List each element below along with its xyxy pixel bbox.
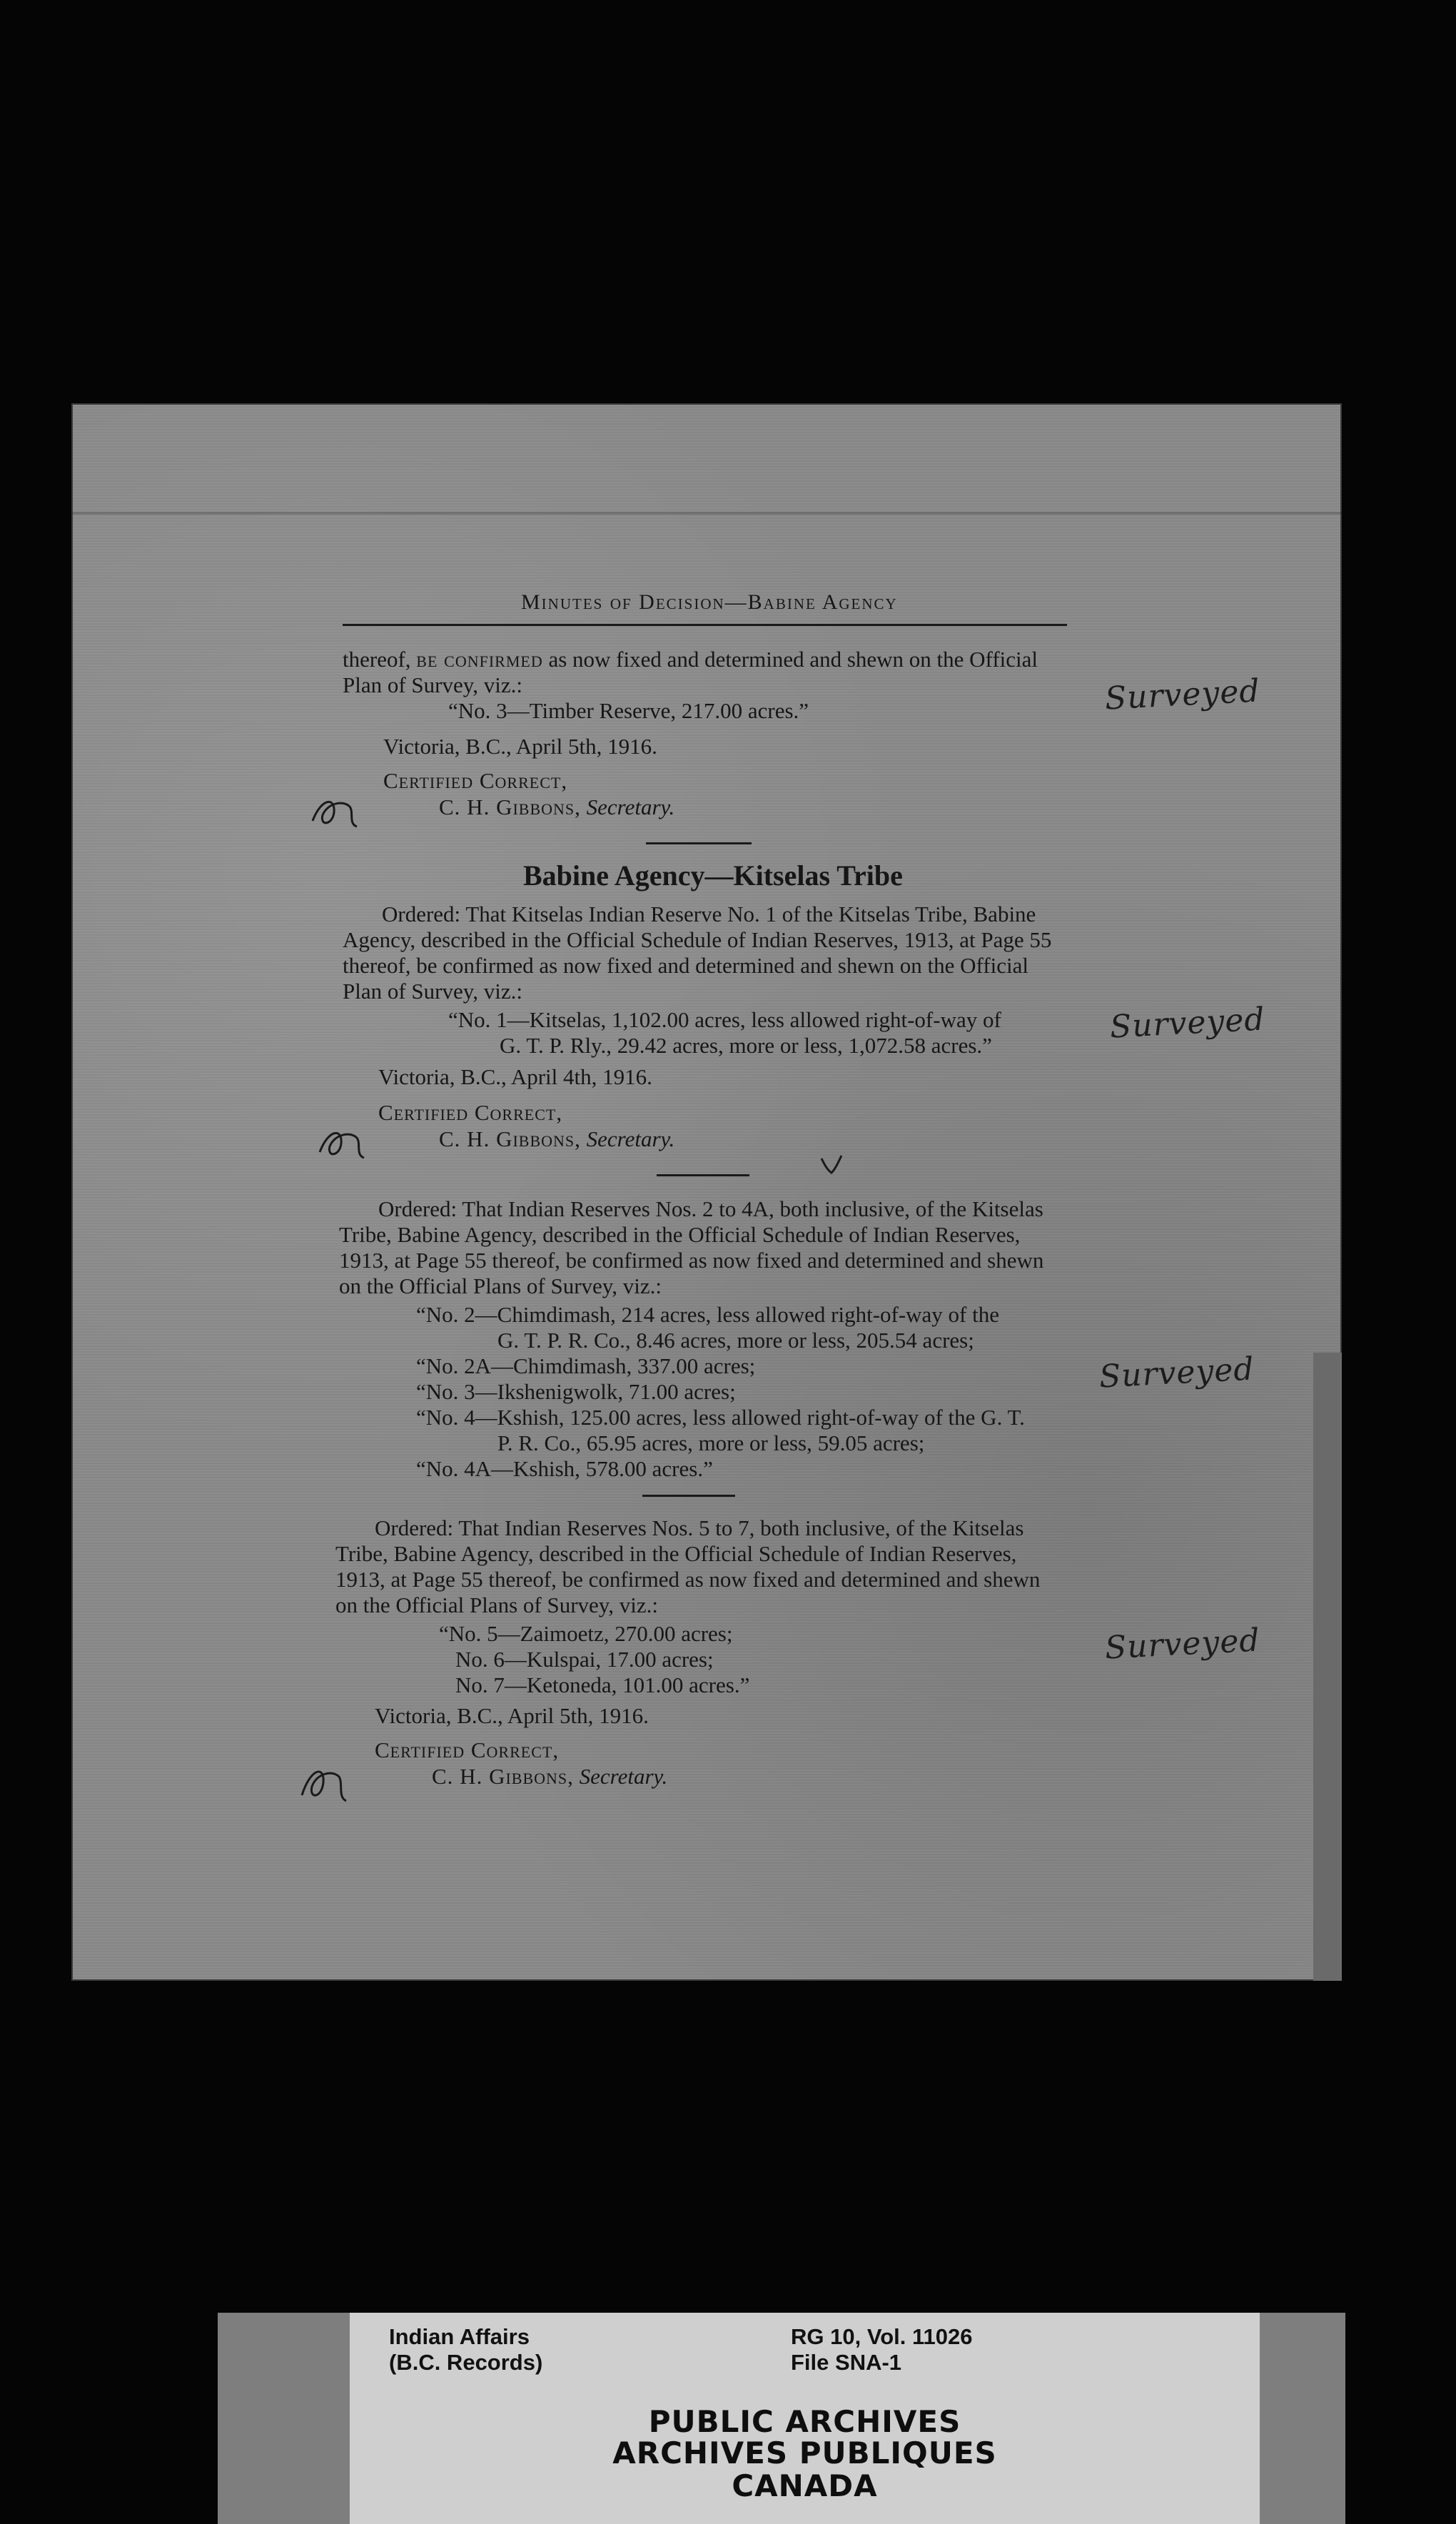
label-records: (B.C. Records) <box>389 2350 543 2375</box>
section-3-item: “No. 2A—Chimdimash, 337.00 acres; <box>416 1353 756 1378</box>
section-3-item: “No. 2—Chimdimash, 214 acres, less allowed right-of-way of the <box>416 1302 1000 1327</box>
section-2-item-line-2: G. T. P. Rly., 29.42 acres, more or less, 1,072.58 acres.” <box>500 1033 992 1058</box>
section-1-line-1 <box>343 646 1038 673</box>
archive-stamp-line-1: PUBLIC ARCHIVES <box>648 2404 961 2439</box>
section-1-signature <box>439 794 674 821</box>
text-run: thereof, <box>343 647 411 672</box>
section-2-place-date: Victoria, B.C., April 4th, 1916. <box>378 1064 652 1089</box>
section-3-line-3: 1913, at Page 55 thereof, be confirmed as now fixed and determined and shewn <box>339 1248 1044 1273</box>
signer-title: Secretary. <box>586 1126 675 1151</box>
margin-note-surveyed: Surveyed <box>1103 1622 1261 1667</box>
section-4-line-2: Tribe, Babine Agency, described in the Official Schedule of Indian Reserves, <box>335 1541 1017 1566</box>
text-run: as now fixed and determined and shewn on the Official <box>548 647 1038 672</box>
section-divider <box>642 1495 735 1497</box>
page-fold-shadow <box>71 512 1342 515</box>
section-title: Babine Agency—Kitselas Tribe <box>523 859 903 892</box>
section-4-line-4: on the Official Plans of Survey, viz.: <box>335 1592 658 1617</box>
section-2-line-1: Ordered: That Kitselas Indian Reserve No. 1 of the Kitselas Tribe, Babine <box>382 902 1036 927</box>
section-3-line-2: Tribe, Babine Agency, described in the Official Schedule of Indian Reserves, <box>339 1222 1021 1247</box>
archive-label-panel <box>350 2313 1260 2524</box>
section-4-place-date: Victoria, B.C., April 5th, 1916. <box>375 1703 649 1728</box>
section-2-signature <box>439 1126 674 1153</box>
section-4-line-3: 1913, at Page 55 thereof, be confirmed as now fixed and determined and shewn <box>335 1567 1041 1592</box>
section-2-line-3: thereof, be confirmed as now fixed and determined and shewn on the Official <box>343 953 1028 978</box>
signer-name: C. H. Gibbons, <box>432 1764 574 1789</box>
signer-name: C. H. Gibbons, <box>439 794 581 819</box>
document-page <box>71 403 1342 1981</box>
section-1-item: “No. 3—Timber Reserve, 217.00 acres.” <box>448 698 809 723</box>
margin-note-surveyed: Surveyed <box>1103 672 1261 717</box>
section-divider <box>646 842 752 844</box>
handwritten-initial-mark <box>314 1122 371 1165</box>
section-2-line-4: Plan of Survey, viz.: <box>343 979 522 1004</box>
archive-label-card <box>218 2313 1345 2524</box>
running-head: Minutes of Decision—Babine Agency <box>521 590 898 614</box>
label-file: File SNA-1 <box>791 2350 902 2375</box>
section-1-line-2: Plan of Survey, viz.: <box>343 672 522 697</box>
section-4-item: No. 7—Ketoneda, 101.00 acres.” <box>455 1672 750 1697</box>
section-3-item: “No. 4—Kshish, 125.00 acres, less allowed right-of-way of the G. T. <box>416 1405 1025 1430</box>
section-3-item: P. R. Co., 65.95 acres, more or less, 59.05 acres; <box>497 1430 925 1455</box>
handwritten-initial-mark <box>296 1760 353 1809</box>
section-2-certified: Certified Correct, <box>378 1100 563 1125</box>
section-1-certified: Certified Correct, <box>383 768 568 793</box>
section-4-signature <box>432 1763 667 1790</box>
label-volume: RG 10, Vol. 11026 <box>791 2324 973 2349</box>
signer-name: C. H. Gibbons, <box>439 1126 581 1151</box>
card-right-strip <box>1260 2313 1345 2524</box>
section-3-line-4: on the Official Plans of Survey, viz.: <box>339 1273 662 1298</box>
header-rule <box>343 624 1067 626</box>
archive-stamp-line-3: CANADA <box>732 2468 878 2503</box>
archive-stamp-line-2: ARCHIVES PUBLIQUES <box>612 2435 997 2470</box>
handwritten-initial-mark <box>307 791 364 834</box>
section-4-certified: Certified Correct, <box>375 1737 560 1762</box>
section-4-item: “No. 5—Zaimoetz, 270.00 acres; <box>439 1621 733 1646</box>
section-3-item: “No. 4A—Kshish, 578.00 acres.” <box>416 1456 713 1481</box>
handwritten-tick-mark <box>817 1153 846 1178</box>
section-4-item: No. 6—Kulspai, 17.00 acres; <box>455 1647 714 1672</box>
section-3-item: G. T. P. R. Co., 8.46 acres, more or less, 205.54 acres; <box>497 1328 974 1353</box>
margin-note-surveyed: Surveyed <box>1098 1351 1255 1395</box>
section-2-item-line-1: “No. 1—Kitselas, 1,102.00 acres, less allowed right-of-way of <box>448 1007 1001 1032</box>
card-left-strip <box>218 2313 350 2524</box>
section-2-line-2: Agency, described in the Official Schedule of Indian Reserves, 1913, at Page 55 <box>343 927 1052 952</box>
section-3-item: “No. 3—Ikshenigwolk, 71.00 acres; <box>416 1379 736 1404</box>
margin-note-surveyed: Surveyed <box>1108 1001 1266 1046</box>
signer-title: Secretary. <box>579 1764 668 1789</box>
page-torn-edge <box>1313 1353 1342 1981</box>
text-run-smallcaps: be confirmed <box>416 647 543 672</box>
section-3-line-1: Ordered: That Indian Reserves Nos. 2 to 4A, both inclusive, of the Kitselas <box>378 1196 1043 1221</box>
section-4-line-1: Ordered: That Indian Reserves Nos. 5 to 7, both inclusive, of the Kitselas <box>375 1515 1024 1540</box>
section-divider <box>657 1174 749 1176</box>
section-1-place-date: Victoria, B.C., April 5th, 1916. <box>383 734 657 759</box>
signer-title: Secretary. <box>586 794 675 819</box>
label-fonds: Indian Affairs <box>389 2324 530 2349</box>
